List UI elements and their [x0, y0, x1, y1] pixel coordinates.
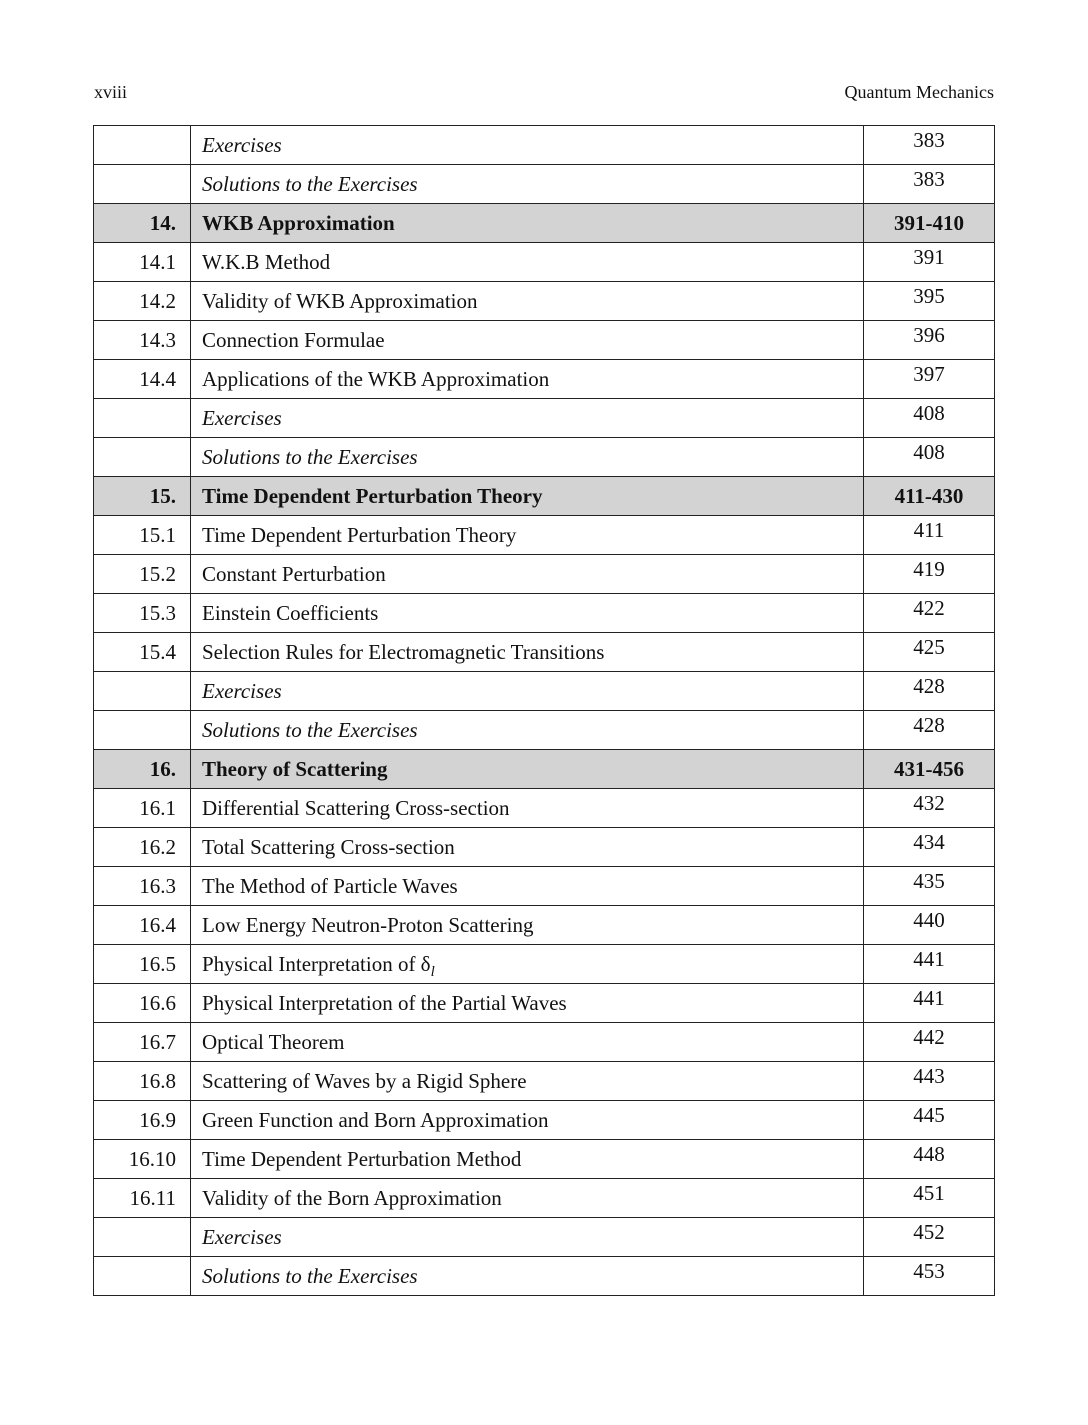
toc-entry-title — [191, 828, 864, 867]
toc-section-number: 16.7 — [94, 1023, 191, 1062]
toc-entry-title-text: Selection Rules for Electromagnetic Transitions — [202, 639, 605, 664]
toc-page-number: 395 — [864, 282, 995, 321]
toc-section-number: 14.1 — [94, 243, 191, 282]
toc-entry-title-text: Solutions to the Exercises — [202, 444, 418, 469]
toc-page-number: 408 — [864, 438, 995, 477]
toc-row — [94, 828, 995, 867]
toc-entry-title — [191, 867, 864, 906]
toc-page-number: 425 — [864, 633, 995, 672]
toc-section-number: 16.6 — [94, 984, 191, 1023]
toc-entry-title — [191, 1140, 864, 1179]
toc-entry-title-text: Time Dependent Perturbation Theory — [202, 522, 517, 547]
toc-entry-title-text: Solutions to the Exercises — [202, 1263, 418, 1288]
toc-entry-title-text: Exercises — [202, 405, 282, 430]
toc-row — [94, 945, 995, 984]
toc-section-number — [94, 126, 191, 165]
toc-entry-title — [191, 594, 864, 633]
toc-row — [94, 282, 995, 321]
toc-body — [94, 126, 995, 1296]
toc-chapter-row — [94, 477, 995, 516]
page-number: xviii — [94, 82, 128, 102]
toc-page-number: 383 — [864, 165, 995, 204]
toc-entry-title-text: Optical Theorem — [202, 1029, 345, 1054]
toc-page-number: 391-410 — [864, 204, 995, 243]
toc-entry-title — [191, 438, 864, 477]
book-title: Quantum Mechanics — [844, 82, 994, 102]
toc-row — [94, 438, 995, 477]
toc-row — [94, 360, 995, 399]
toc-entry-title — [191, 984, 864, 1023]
toc-entry-title-text: WKB Approximation — [202, 210, 395, 235]
toc-row — [94, 711, 995, 750]
toc-entry-title-text: Green Function and Born Approximation — [202, 1107, 549, 1132]
toc-page-number: 451 — [864, 1179, 995, 1218]
toc-row — [94, 126, 995, 165]
toc-section-number — [94, 399, 191, 438]
toc-section-number: 14.4 — [94, 360, 191, 399]
toc-page-number: 422 — [864, 594, 995, 633]
toc-entry-title-text: Connection Formulae — [202, 327, 385, 352]
toc-page-number: 408 — [864, 399, 995, 438]
toc-page-number: 448 — [864, 1140, 995, 1179]
toc-entry-title — [191, 1218, 864, 1257]
toc-row — [94, 789, 995, 828]
toc-entry-title — [191, 750, 864, 789]
toc-entry-title — [191, 672, 864, 711]
toc-entry-title — [191, 1062, 864, 1101]
toc-entry-title-text: Constant Perturbation — [202, 561, 386, 586]
toc-section-number — [94, 711, 191, 750]
toc-entry-title — [191, 165, 864, 204]
toc-row — [94, 1257, 995, 1296]
toc-row — [94, 1023, 995, 1062]
toc-entry-title-text: Exercises — [202, 678, 282, 703]
toc-section-number: 15.3 — [94, 594, 191, 633]
toc-entry-title-text: Physical Interpretation of the Partial Waves — [202, 990, 567, 1015]
toc-entry-title — [191, 945, 864, 984]
toc-section-number: 16.9 — [94, 1101, 191, 1140]
toc-page-number: 419 — [864, 555, 995, 594]
toc-section-number: 14.3 — [94, 321, 191, 360]
toc-row — [94, 1140, 995, 1179]
toc-section-number: 15.1 — [94, 516, 191, 555]
toc-page-number: 441 — [864, 984, 995, 1023]
toc-page-number: 396 — [864, 321, 995, 360]
toc-section-number — [94, 672, 191, 711]
toc-row — [94, 594, 995, 633]
toc-entry-title — [191, 360, 864, 399]
toc-page-number: 453 — [864, 1257, 995, 1296]
toc-section-number: 16.4 — [94, 906, 191, 945]
toc-page-number: 452 — [864, 1218, 995, 1257]
toc-page-number: 440 — [864, 906, 995, 945]
toc-chapter-row — [94, 750, 995, 789]
toc-entry-title-text: Physical Interpretation of δ — [202, 951, 431, 976]
toc-row — [94, 633, 995, 672]
toc-section-number: 14. — [94, 204, 191, 243]
toc-row — [94, 1101, 995, 1140]
toc-page-number: 435 — [864, 867, 995, 906]
toc-entry-title-text: Total Scattering Cross-section — [202, 834, 455, 859]
toc-section-number: 16.3 — [94, 867, 191, 906]
toc-entry-title-text: Time Dependent Perturbation Theory — [202, 483, 543, 508]
toc-entry-title — [191, 789, 864, 828]
toc-entry-title-subscript: l — [430, 963, 435, 980]
toc-page-number: 428 — [864, 711, 995, 750]
toc-row — [94, 984, 995, 1023]
toc-section-number: 16.10 — [94, 1140, 191, 1179]
toc-page-number: 445 — [864, 1101, 995, 1140]
toc-page-number: 428 — [864, 672, 995, 711]
toc-page-number: 434 — [864, 828, 995, 867]
toc-entry-title — [191, 906, 864, 945]
toc-row — [94, 672, 995, 711]
toc-row — [94, 1179, 995, 1218]
toc-entry-title-text: Exercises — [202, 132, 282, 157]
toc-page-number: 443 — [864, 1062, 995, 1101]
toc-entry-title — [191, 399, 864, 438]
toc-entry-title — [191, 126, 864, 165]
toc-entry-title-text: Validity of WKB Approximation — [202, 288, 478, 313]
toc-entry-title — [191, 1257, 864, 1296]
toc-section-number: 16.5 — [94, 945, 191, 984]
toc-entry-title — [191, 204, 864, 243]
toc-row — [94, 243, 995, 282]
toc-row — [94, 399, 995, 438]
toc-section-number: 15. — [94, 477, 191, 516]
toc-entry-title — [191, 243, 864, 282]
toc-page-number: 391 — [864, 243, 995, 282]
toc-section-number: 16.2 — [94, 828, 191, 867]
toc-entry-title — [191, 633, 864, 672]
toc-row — [94, 906, 995, 945]
toc-entry-title-text: The Method of Particle Waves — [202, 873, 458, 898]
toc-page-number: 411 — [864, 516, 995, 555]
toc-row — [94, 516, 995, 555]
toc-row — [94, 867, 995, 906]
toc-entry-title — [191, 282, 864, 321]
toc-section-number: 16.11 — [94, 1179, 191, 1218]
toc-section-number: 15.4 — [94, 633, 191, 672]
toc-section-number — [94, 1257, 191, 1296]
toc-section-number: 16.1 — [94, 789, 191, 828]
toc-entry-title — [191, 1023, 864, 1062]
toc-row — [94, 165, 995, 204]
toc-page-number: 441 — [864, 945, 995, 984]
toc-row — [94, 1218, 995, 1257]
toc-entry-title — [191, 1179, 864, 1218]
toc-section-number — [94, 1218, 191, 1257]
toc-section-number: 15.2 — [94, 555, 191, 594]
toc-entry-title-text: Time Dependent Perturbation Method — [202, 1146, 522, 1171]
toc-row — [94, 1062, 995, 1101]
toc-section-number: 14.2 — [94, 282, 191, 321]
toc-entry-title-text: Exercises — [202, 1224, 282, 1249]
toc-entry-title-text: Solutions to the Exercises — [202, 717, 418, 742]
toc-section-number: 16. — [94, 750, 191, 789]
toc-entry-title — [191, 711, 864, 750]
toc-entry-title-text: Low Energy Neutron-Proton Scattering — [202, 912, 534, 937]
toc-entry-title-text: Solutions to the Exercises — [202, 171, 418, 196]
toc-entry-title — [191, 321, 864, 360]
toc-page-number: 397 — [864, 360, 995, 399]
toc-entry-title-text: Applications of the WKB Approximation — [202, 366, 550, 391]
toc-row — [94, 321, 995, 360]
toc-entry-title-text: Validity of the Born Approximation — [202, 1185, 502, 1210]
toc-entry-title — [191, 477, 864, 516]
toc-chapter-row — [94, 204, 995, 243]
toc-entry-title-text: Scattering of Waves by a Rigid Sphere — [202, 1068, 527, 1093]
running-header — [94, 82, 994, 106]
toc-page-number: 383 — [864, 126, 995, 165]
toc-entry-title-text: Differential Scattering Cross-section — [202, 795, 510, 820]
toc-page-number: 432 — [864, 789, 995, 828]
toc-entry-title-text: W.K.B Method — [202, 249, 331, 274]
toc-page-number: 411-430 — [864, 477, 995, 516]
toc-entry-title — [191, 1101, 864, 1140]
toc-entry-title — [191, 555, 864, 594]
toc-entry-title — [191, 516, 864, 555]
toc-section-number — [94, 438, 191, 477]
table-of-contents — [93, 125, 995, 1296]
toc-entry-title-text: Einstein Coefficients — [202, 600, 379, 625]
toc-page-number: 431-456 — [864, 750, 995, 789]
toc-section-number — [94, 165, 191, 204]
toc-entry-title-text: Theory of Scattering — [202, 756, 388, 781]
toc-row — [94, 555, 995, 594]
toc-page-number: 442 — [864, 1023, 995, 1062]
toc-section-number: 16.8 — [94, 1062, 191, 1101]
